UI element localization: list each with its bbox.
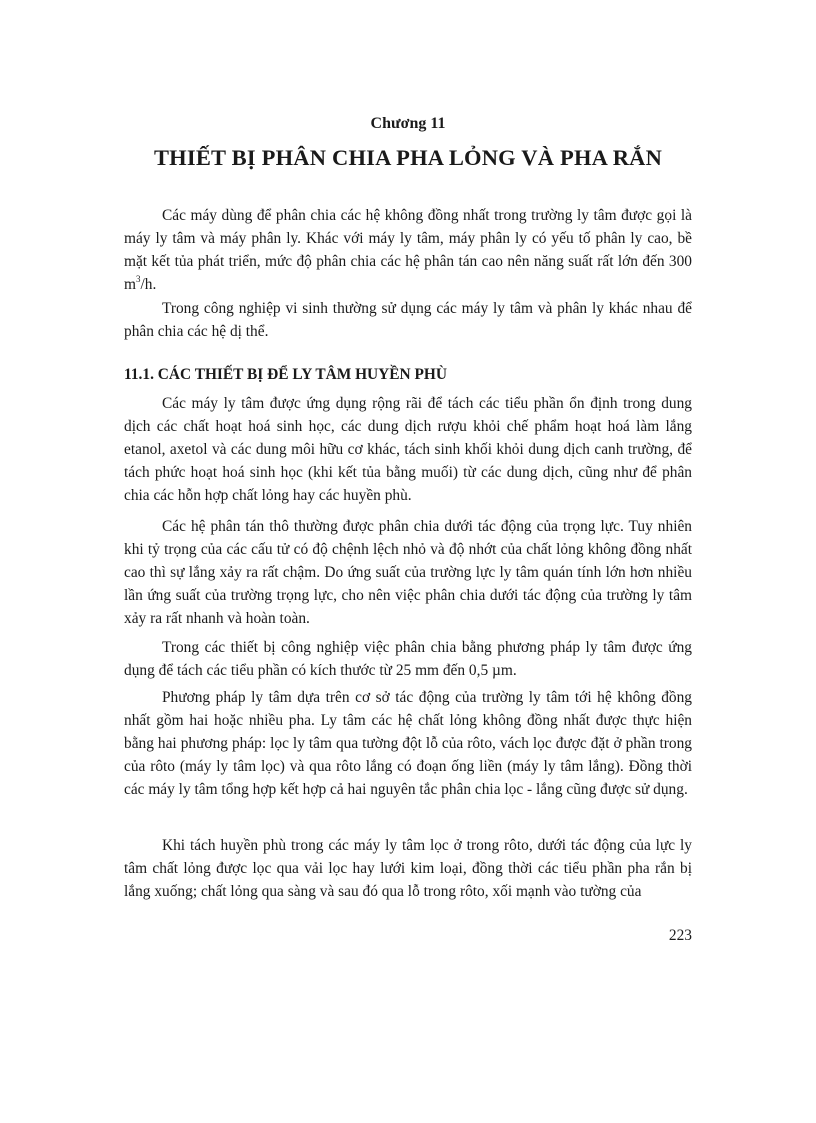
intro-paragraph-1 xyxy=(124,204,692,296)
intro-paragraph-2: Trong công nghiệp vi sinh thường sử dụng các máy ly tâm và phân ly khác nhau để phân chia các hệ dị thể. xyxy=(124,300,692,340)
superscript-3: 3 xyxy=(135,273,141,284)
intro-paragraph-1-text: Các máy dùng để phân chia các hệ không đồng nhất trong trường ly tâm được gọi là máy ly tâm và máy phân ly. Khác với máy ly tâm, máy phân ly có yếu tố phân ly cao, bề mặt kết tủa phát triển, mức độ phân chia các hệ phân tán cao nên năng suất rất lớn đến 300 m xyxy=(124,207,692,293)
section-heading: 11.1. CÁC THIẾT BỊ ĐỂ LY TÂM HUYỀN PHÙ xyxy=(124,366,447,383)
section-paragraph-5: Khi tách huyền phù trong các máy ly tâm lọc ở trong rôto, dưới tác động của lực ly tâm chất lỏng được lọc qua vải lọc hay lưới kim loại, đồng thời các tiểu phần pha rắn bị lắng xuống; chất lỏng qua sàng và sau đó qua lỗ trong rôto, xối mạnh vào tường của xyxy=(124,837,692,900)
chapter-label: Chương 11 xyxy=(370,115,446,132)
section-paragraph-3: Trong các thiết bị công nghiệp việc phân chia bằng phương pháp ly tâm được ứng dụng để tách các tiểu phần có kích thước từ 25 mm đến 0,5 µm. xyxy=(124,639,692,679)
section-paragraph-2: Các hệ phân tán thô thường được phân chia dưới tác động của trọng lực. Tuy nhiên khi tỷ trọng của các cấu tử có độ chệnh lệch nhỏ và độ nhớt của chất lỏng không đồng nhất cao thì sự lắng xảy ra rất chậm. Do ứng suất của trường lực ly tâm quán tính lớn hơn nhiều lần ứng suất của trường trọng lực, cho nên việc phân chia dưới tác động của trường ly tâm xảy ra rất nhanh và hoàn toàn. xyxy=(124,518,692,627)
section-paragraph-1: Các máy ly tâm được ứng dụng rộng rãi để tách các tiểu phần ổn định trong dung dịch các chất hoạt hoá sinh học, các dung dịch rượu khỏi chế phẩm hoạt hoá làm lắng etanol, axetol và các dung môi hữu cơ khác, tách sinh khối khỏi dung dịch canh trường, để tách phức hoạt hoá sinh học (khi kết tủa bằng muối) từ các dung dịch, cũng như để phân chia các hỗn hợp chất lỏng hay các huyền phù. xyxy=(124,395,692,504)
section-paragraph-4: Phương pháp ly tâm dựa trên cơ sở tác động của trường ly tâm tới hệ không đồng nhất gồm hai hoặc nhiều pha. Ly tâm các hệ chất lỏng không đồng nhất được thực hiện bằng hai phương pháp: lọc ly tâm qua tường đột lỗ của rôto, vách lọc được đặt ở phần trong của rôto (máy ly tâm lọc) và qua rôto lắng có đoạn ống liền (máy ly tâm lắng). Đồng thời các máy ly tâm tổng hợp kết hợp cả hai nguyên tắc phân chia lọc - lắng cũng được sử dụng. xyxy=(124,689,692,798)
intro-paragraph-1-tail: /h. xyxy=(140,276,157,293)
document-page xyxy=(124,0,692,1123)
page-number: 223 xyxy=(668,927,692,944)
chapter-title: THIẾT BỊ PHÂN CHIA PHA LỎNG VÀ PHA RẮN xyxy=(153,145,663,170)
